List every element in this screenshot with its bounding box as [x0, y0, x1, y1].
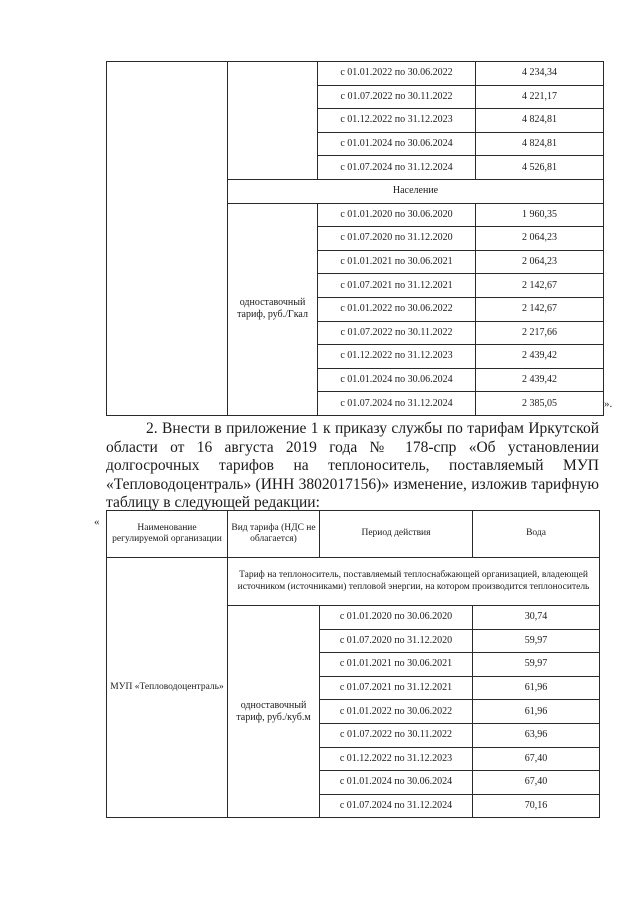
section-label: Население [228, 179, 604, 203]
tariff-table-continued [106, 61, 604, 416]
org-cell [107, 62, 228, 416]
tariff-type-cell: одноставочный тариф, руб./куб.м [228, 606, 320, 818]
value-cell: 59,97 [473, 653, 600, 677]
value-cell: 61,96 [473, 700, 600, 724]
period-cell: с 01.01.2020 по 30.06.2020 [318, 203, 476, 227]
value-cell: 59,97 [473, 629, 600, 653]
subheader-cell: Тариф на теплоноситель, поставляемый теплоснабжающей организацией, владеющей источником (источниками) тепловой энергии, на котором производится теплоноситель [228, 558, 600, 606]
period-cell: с 01.07.2021 по 31.12.2021 [318, 274, 476, 298]
period-cell: с 01.07.2020 по 31.12.2020 [320, 629, 473, 653]
period-cell: с 01.01.2022 по 30.06.2022 [320, 700, 473, 724]
period-cell: с 01.07.2024 по 31.12.2024 [318, 392, 476, 416]
value-cell: 4 234,34 [476, 62, 604, 86]
closing-quote: ». [604, 398, 613, 410]
value-cell: 61,96 [473, 676, 600, 700]
header-org: Наименование регулируемой организации [107, 511, 228, 558]
tariff-type-cell: одноставочный тариф, руб./Гкал [228, 203, 318, 415]
value-cell: 2 064,23 [476, 250, 604, 274]
period-cell: с 01.01.2021 по 30.06.2021 [318, 250, 476, 274]
period-cell: с 01.01.2024 по 30.06.2024 [318, 368, 476, 392]
period-cell: с 01.01.2024 по 30.06.2024 [318, 132, 476, 156]
period-cell: с 01.12.2022 по 31.12.2023 [318, 109, 476, 133]
value-cell: 1 960,35 [476, 203, 604, 227]
opening-quote: « [94, 516, 100, 528]
value-cell: 67,40 [473, 747, 600, 771]
subheader-row [107, 558, 600, 606]
amendment-paragraph [106, 420, 599, 513]
value-cell: 4 824,81 [476, 132, 604, 156]
value-cell: 2 142,67 [476, 297, 604, 321]
value-cell: 67,40 [473, 771, 600, 795]
header-water: Вода [473, 511, 600, 558]
table-row [107, 62, 604, 86]
value-cell: 70,16 [473, 794, 600, 818]
period-cell: с 01.07.2020 по 31.12.2020 [318, 227, 476, 251]
value-cell: 2 217,66 [476, 321, 604, 345]
value-cell: 2 439,42 [476, 368, 604, 392]
header-period: Период действия [320, 511, 473, 558]
header-type: Вид тарифа (НДС не облагается) [228, 511, 320, 558]
value-cell: 4 526,81 [476, 156, 604, 180]
header-row [107, 511, 600, 558]
period-cell: с 01.12.2022 по 31.12.2023 [318, 345, 476, 369]
amendment-text: 2. Внести в приложение 1 к приказу службы по тарифам Иркутской области от 16 августа 2019 года № 178-спр «Об установлении долгосрочных тарифов на теплоноситель, поставляемый МУП «Тепловодоцентраль» (ИНН 3802017156)» изменение, изложив тарифную таблицу в следующей редакции: [106, 420, 599, 512]
period-cell: с 01.01.2021 по 30.06.2021 [320, 653, 473, 677]
period-cell: с 01.07.2022 по 30.11.2022 [318, 85, 476, 109]
period-cell: с 01.07.2022 по 30.11.2022 [320, 723, 473, 747]
period-cell: с 01.12.2022 по 31.12.2023 [320, 747, 473, 771]
value-cell: 2 385,05 [476, 392, 604, 416]
period-cell: с 01.01.2024 по 30.06.2024 [320, 771, 473, 795]
type-cell [228, 62, 318, 180]
period-cell: с 01.01.2020 по 30.06.2020 [320, 606, 473, 630]
period-cell: с 01.07.2021 по 31.12.2021 [320, 676, 473, 700]
value-cell: 30,74 [473, 606, 600, 630]
value-cell: 2 439,42 [476, 345, 604, 369]
period-cell: с 01.07.2024 по 31.12.2024 [320, 794, 473, 818]
period-cell: с 01.01.2022 по 30.06.2022 [318, 62, 476, 86]
value-cell: 63,96 [473, 723, 600, 747]
value-cell: 4 221,17 [476, 85, 604, 109]
period-cell: с 01.01.2022 по 30.06.2022 [318, 297, 476, 321]
period-cell: с 01.07.2024 по 31.12.2024 [318, 156, 476, 180]
value-cell: 2 064,23 [476, 227, 604, 251]
tariff-table-new [106, 510, 600, 818]
org-name-cell: МУП «Тепловодоцентраль» [107, 558, 228, 818]
value-cell: 2 142,67 [476, 274, 604, 298]
period-cell: с 01.07.2022 по 30.11.2022 [318, 321, 476, 345]
value-cell: 4 824,81 [476, 109, 604, 133]
